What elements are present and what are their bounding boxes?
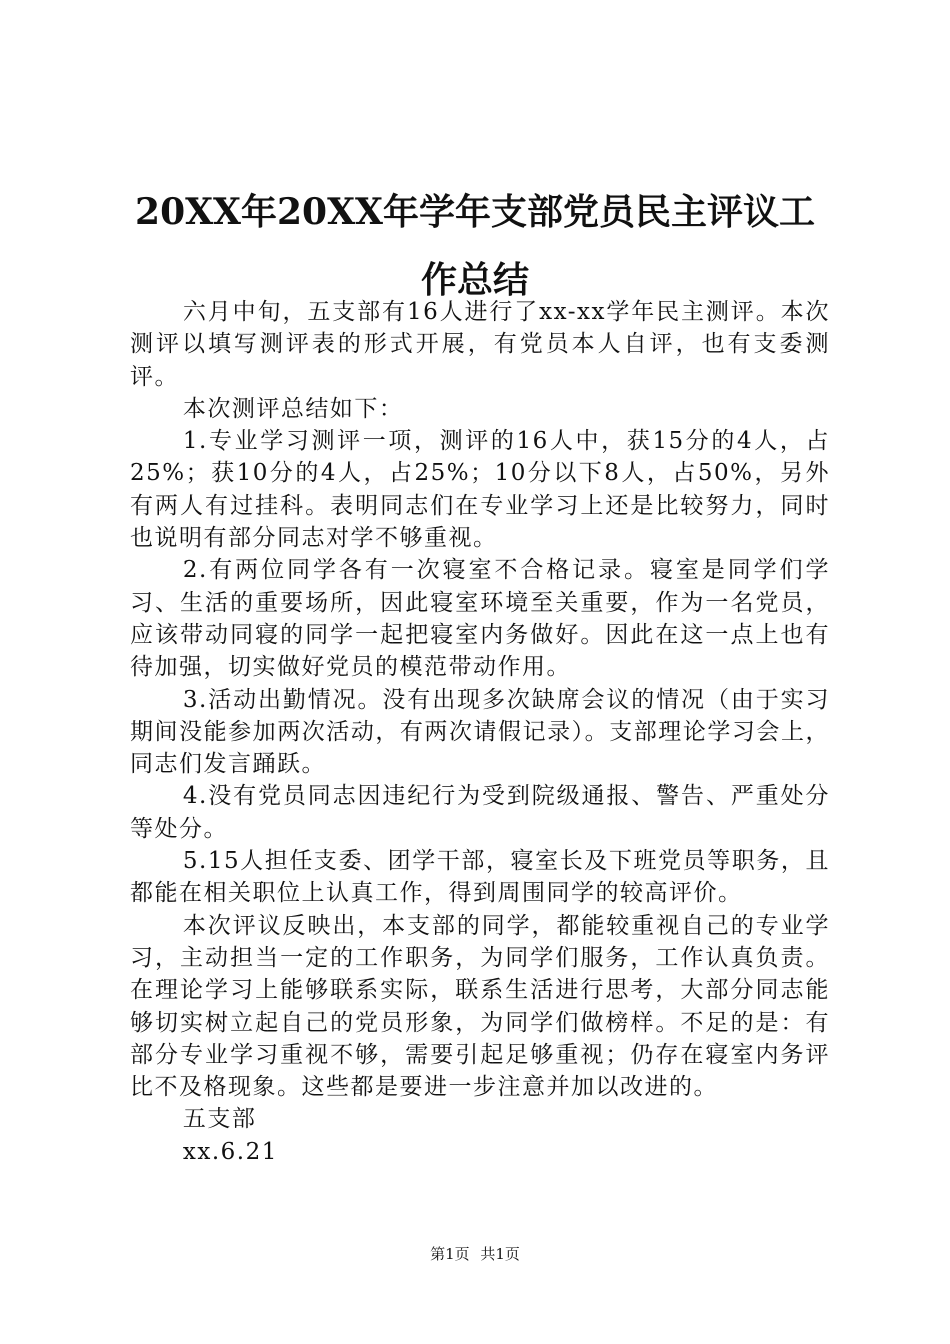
paragraph-item-1: 1.专业学习测评一项，测评的16人中，获15分的4人，占25%；获10分的4人，占25%；10分以下8人，占50%，另外有两人有过挂科。表明同志们在专业学习上还是比较努力，同时也说明有部分同志对学不够重视。 <box>130 428 830 552</box>
document-title: 20XX年20XX年学年支部党员民主评议工作总结 <box>135 191 815 301</box>
page-number-current: 第1页 <box>430 1245 470 1263</box>
page-number-total: 共1页 <box>480 1245 520 1263</box>
signature-date: xx.6.21 <box>182 1138 278 1165</box>
document-body <box>130 296 830 1168</box>
paragraph-conclusion: 本次评议反映出，本支部的同学，都能较重视自己的专业学习，主动担当一定的工作职务，为同学们服务，工作认真负责。在理论学习上能够联系实际，联系生活进行思考，大部分同志能够切实树立起自己的党员形象，为同学们做榜样。不足的是：有部分专业学习重视不够，需要引起足够重视；仍存在寝室内务评比不及格现象。这些都是要进一步注意并加以改进的。 <box>130 912 830 1101</box>
paragraph-item-2: 2.有两位同学各有一次寝室不合格记录。寝室是同学们学习、生活的重要场所，因此寝室环境至关重要，作为一名党员，应该带动同寝的同学一起把寝室内务做好。因此在这一点上也有待加强，切实做好党员的模范带动作用。 <box>130 557 830 681</box>
paragraph-summary-lead: 本次测评总结如下： <box>182 395 404 422</box>
paragraph-intro: 六月中旬，五支部有16人进行了xx-xx学年民主测评。本次测评以填写测评表的形式开展，有党员本人自评，也有支委测评。 <box>130 299 830 390</box>
paragraph-item-4: 4.没有党员同志因违纪行为受到院级通报、警告、严重处分等处分。 <box>130 783 830 842</box>
signature-branch: 五支部 <box>182 1106 257 1133</box>
page-footer <box>0 1244 950 1264</box>
paragraph-item-3: 3.活动出勤情况。没有出现多次缺席会议的情况（由于实习期间没能参加两次活动，有两次请假记录）。支部理论学习会上，同志们发言踊跃。 <box>130 686 830 778</box>
paragraph-item-5: 5.15人担任支委、团学干部，寝室长及下班党员等职务，且都能在相关职位上认真工作，得到周围同学的较高评价。 <box>130 848 830 907</box>
